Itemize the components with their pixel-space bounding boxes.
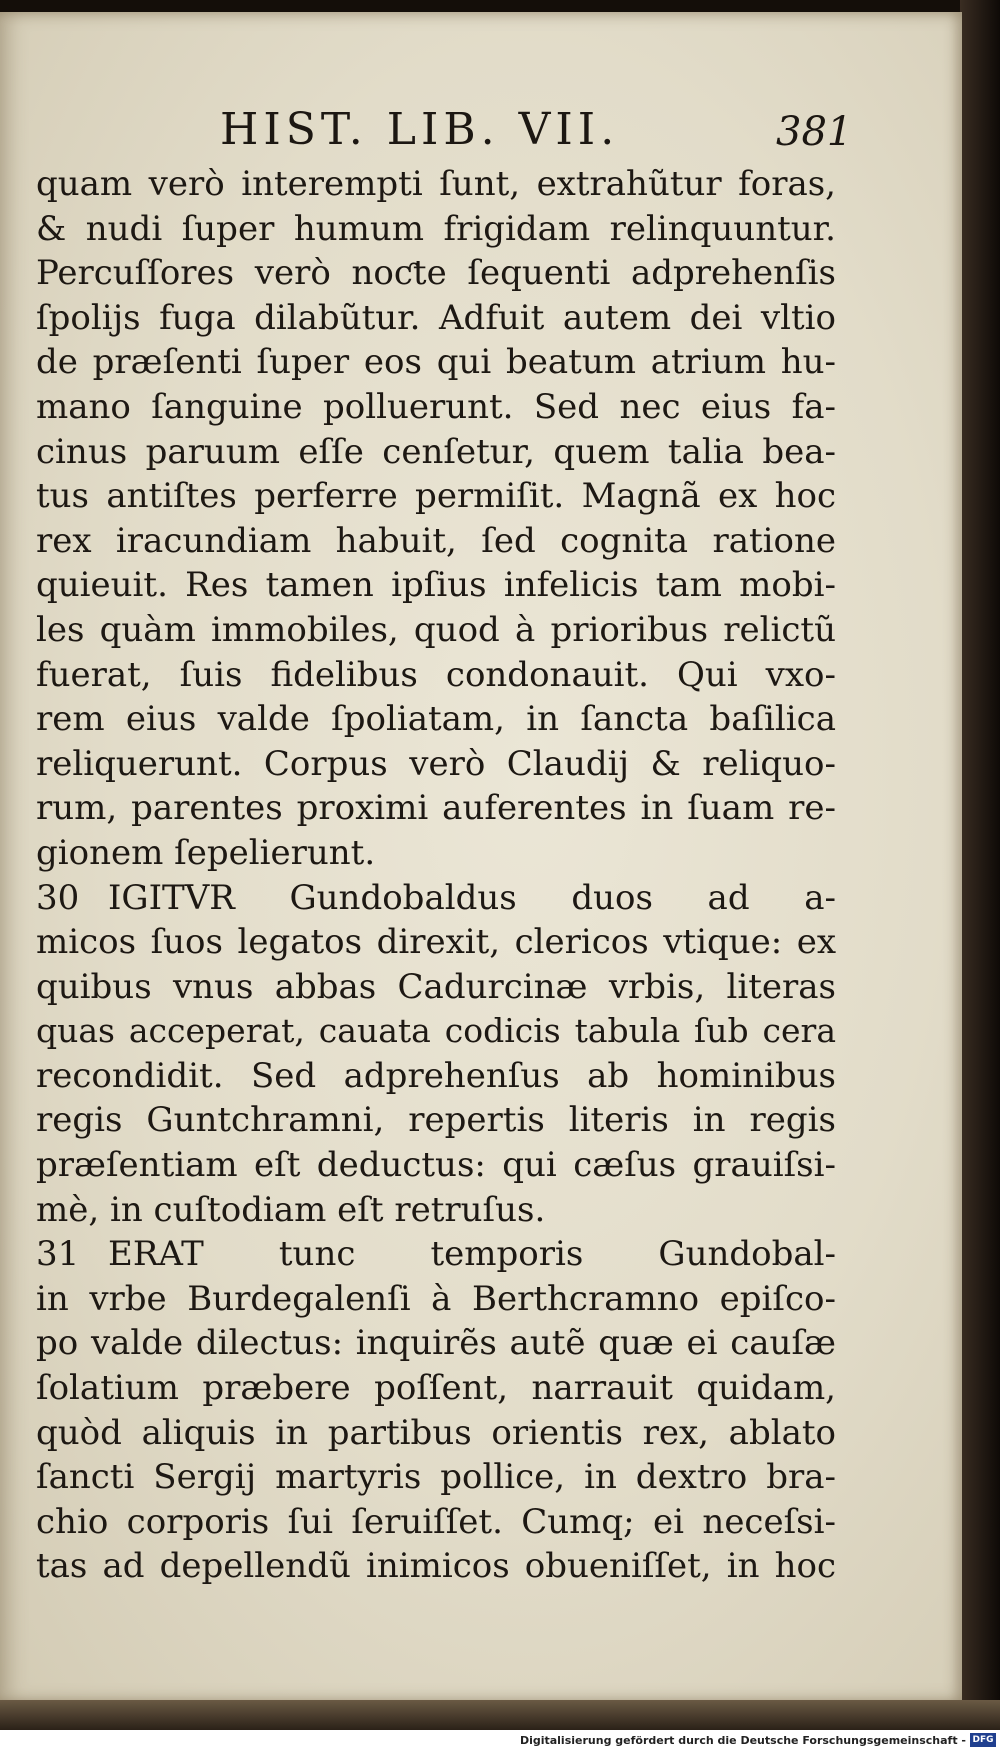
scan-bottom-edge xyxy=(0,1700,1000,1730)
text-line: ſpolijs fuga dilabũtur. Adfuit autem dei vltio xyxy=(36,297,836,338)
chapter-opening-line: ERAT tunc temporis Gundobal- xyxy=(108,1234,836,1275)
text-line: rum, parentes proximi auferentes in ſuam re- xyxy=(36,788,836,829)
text-line: mè, in cuſtodiam eſt retruſus. xyxy=(36,1189,546,1230)
text-line: les quàm immobiles, quod à prioribus relictũ xyxy=(36,609,836,650)
text-line: quòd aliquis in partibus orientis rex, ablato xyxy=(36,1412,836,1453)
text-line: chio corporis ſui ſeruiſſet. Cumq; ei neceſsi- xyxy=(36,1501,836,1542)
text-line: recondidit. Sed adprehenſus ab hominibus xyxy=(36,1055,836,1096)
text-line: gionem ſepelierunt. xyxy=(36,832,376,873)
chapter-number: 30 xyxy=(36,877,80,918)
funding-credit: Digitalisierung gefördert durch die Deutsche Forschungsgemeinschaft - xyxy=(519,1734,966,1747)
text-line: cinus paruum eſſe cenſetur, quem talia bea- xyxy=(36,431,836,472)
text-line: quas acceperat, cauata codicis tabula ſub cera xyxy=(36,1011,836,1051)
text-line: quieuit. Res tamen ipſius infelicis tam mobi- xyxy=(36,565,836,606)
text-line: regis Guntchramni, repertis literis in regis xyxy=(36,1100,836,1141)
text-line: micos ſuos legatos direxit, clericos vtique: ex xyxy=(36,922,836,963)
text-line: ſancti Sergij martyris pollice, in dextro bra- xyxy=(36,1457,836,1498)
digitization-footer xyxy=(0,1730,1000,1752)
page-header xyxy=(0,100,962,160)
text-line: mano ſanguine polluerunt. Sed nec eius fa- xyxy=(36,386,836,427)
text-line: po valde dilectus: inquirẽs autẽ quæ ei cauſæ xyxy=(36,1323,836,1364)
page-number: 381 xyxy=(776,109,853,155)
text-line: in vrbe Burdegalenſi à Berthcramno epiſco- xyxy=(36,1278,836,1319)
text-line: ſolatium præbere poſſent, narrauit quidam, xyxy=(36,1368,836,1409)
text-line: rem eius valde ſpoliatam, in ſancta baſilica xyxy=(36,699,836,740)
text-line: Percuſſores verò noƈte ſequenti adprehenſis xyxy=(36,253,836,294)
text-line: tus antiſtes perferre permiſit. Magnã ex hoc xyxy=(36,476,836,517)
running-title: HIST. LIB. VII. xyxy=(220,104,620,155)
chapter-number: 31 xyxy=(36,1234,80,1275)
text-line: rex iracundiam habuit, ſed cognita ratione xyxy=(36,520,836,561)
text-line: quibus vnus abbas Cadurcinæ vrbis, literas xyxy=(36,966,836,1007)
text-line: quam verò interempti ſunt, extrahũtur foras, xyxy=(36,164,836,204)
text-line: & nudi ſuper humum frigidam relinquuntur. xyxy=(36,208,836,249)
text-line: de præſenti ſuper eos qui beatum atrium hu- xyxy=(36,342,836,383)
text-line: fuerat, ſuis fidelibus condonauit. Qui vxo- xyxy=(36,654,836,695)
page-text xyxy=(36,162,836,1589)
dfg-logo-icon: DFG xyxy=(970,1733,996,1747)
text-line: præſentiam eſt deductus: qui cæſus grauiſsi- xyxy=(36,1145,836,1186)
chapter-31-heading xyxy=(36,1232,836,1277)
text-line: reliquerunt. Corpus verò Claudij & reliquo- xyxy=(36,743,836,784)
text-line: tas ad depellendũ inimicos obueniſſet, in hoc xyxy=(36,1546,836,1587)
chapter-opening-line: IGITVR Gundobaldus duos ad a- xyxy=(108,877,836,918)
book-fore-edge xyxy=(960,0,1000,1752)
chapter-30-heading xyxy=(36,876,836,921)
